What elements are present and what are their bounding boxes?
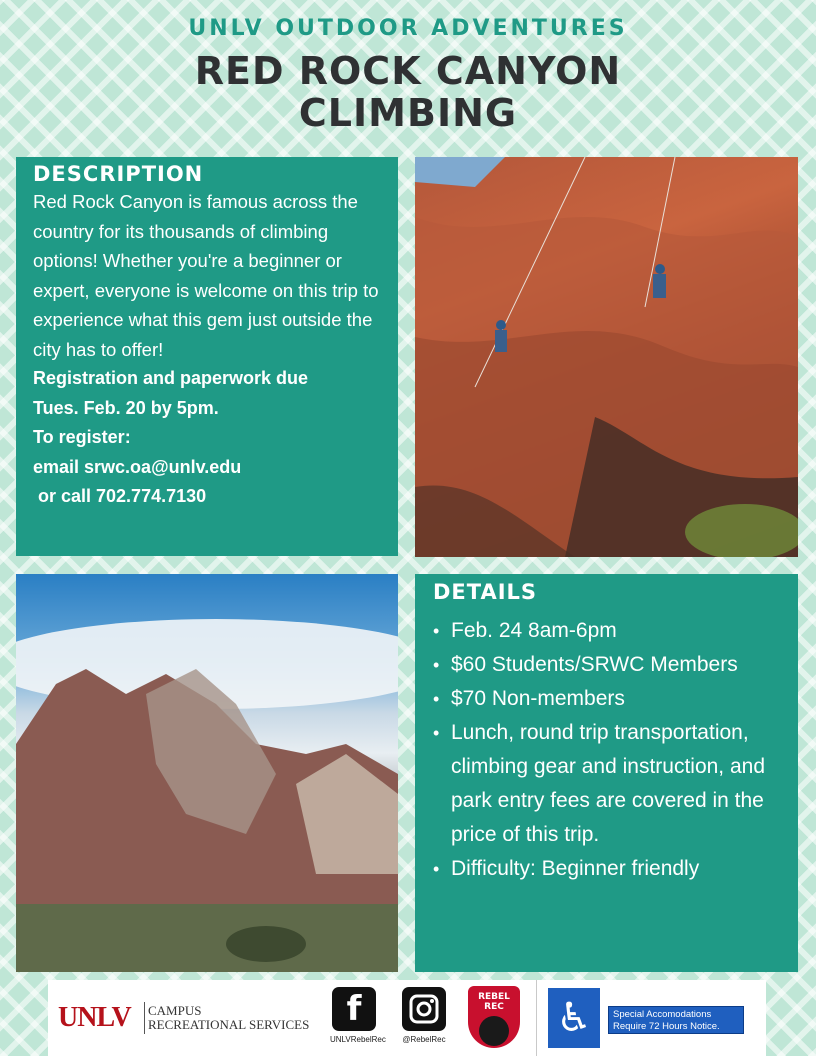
footer-divider [536, 980, 537, 1056]
instagram-icon[interactable] [402, 987, 446, 1031]
climber-figure [653, 274, 666, 298]
facebook-icon[interactable]: f [332, 987, 376, 1031]
special-line-1: Special Accomodations [613, 1009, 712, 1020]
instagram-link[interactable] [400, 987, 448, 1044]
mountain-photo-art [16, 574, 398, 972]
details-heading: DETAILS [433, 580, 538, 604]
climbing-photo [415, 157, 798, 557]
description-body: Red Rock Canyon is famous across the country for its thousands of climbing options! Whether you're a beginner or expert, everyone is welcome on this trip to experience what this gem just outside the city has to offer! [33, 191, 379, 360]
deadline-line-2: Tues. Feb. 20 by 5pm. [33, 397, 219, 418]
climber-figure [495, 330, 507, 352]
register-email[interactable]: email srwc.oa@unlv.edu [33, 456, 242, 477]
logo-divider [144, 1002, 145, 1034]
register-label: To register: [33, 427, 131, 447]
description-heading: DESCRIPTION [33, 162, 204, 186]
special-line-2: Require 72 Hours Notice. [613, 1021, 720, 1032]
campus-rec-logo [148, 1004, 309, 1032]
campus-line-2: RECREATIONAL SERVICES [148, 1017, 310, 1032]
details-list [433, 614, 780, 886]
kicker-text: UNLV OUTDOOR ADVENTURES [188, 16, 628, 41]
details-panel [415, 574, 798, 972]
climber-head [496, 320, 506, 330]
campus-line-1: CAMPUS [148, 1003, 202, 1018]
instagram-glyph [402, 987, 446, 1031]
title-line-2: CLIMBING [298, 91, 518, 135]
climber-head [655, 264, 665, 274]
sky-patch [415, 157, 505, 187]
rebel-rec-text: REBEL REC [478, 992, 510, 1012]
yucca-plant [226, 926, 306, 962]
instagram-handle: @RebelRec [402, 1035, 446, 1044]
deadline-line-1: Registration and paperwork due [33, 368, 309, 388]
details-item: • $70 Non-members [433, 682, 780, 716]
register-phone[interactable]: or call 702.774.7130 [33, 486, 207, 506]
special-accommodations-notice [608, 1006, 744, 1034]
page-title [0, 50, 816, 134]
details-item: • Feb. 24 8am-6pm [433, 614, 780, 648]
details-item: • Difficulty: Beginner friendly [433, 852, 780, 886]
title-line-1: RED ROCK CANYON [194, 49, 622, 93]
unlv-logo[interactable]: UNLV [58, 1002, 131, 1033]
climbing-photo-art [415, 157, 798, 557]
facebook-handle: UNLVRebelRec [330, 1035, 386, 1044]
description-panel [16, 157, 398, 556]
rebel-rec-logo[interactable] [468, 986, 520, 1048]
mountain-photo [16, 574, 398, 972]
mascot-icon [479, 1016, 509, 1046]
footer-bar [48, 980, 766, 1056]
details-item: • $60 Students/SRWC Members [433, 648, 780, 682]
facebook-link[interactable] [330, 987, 386, 1044]
details-item: • Lunch, round trip transportation, climbing gear and instruction, and park entry fees are covered in the price of this trip. [433, 716, 780, 852]
wheelchair-accessibility-icon: ♿ [548, 988, 600, 1048]
desert-foreground [16, 904, 398, 972]
